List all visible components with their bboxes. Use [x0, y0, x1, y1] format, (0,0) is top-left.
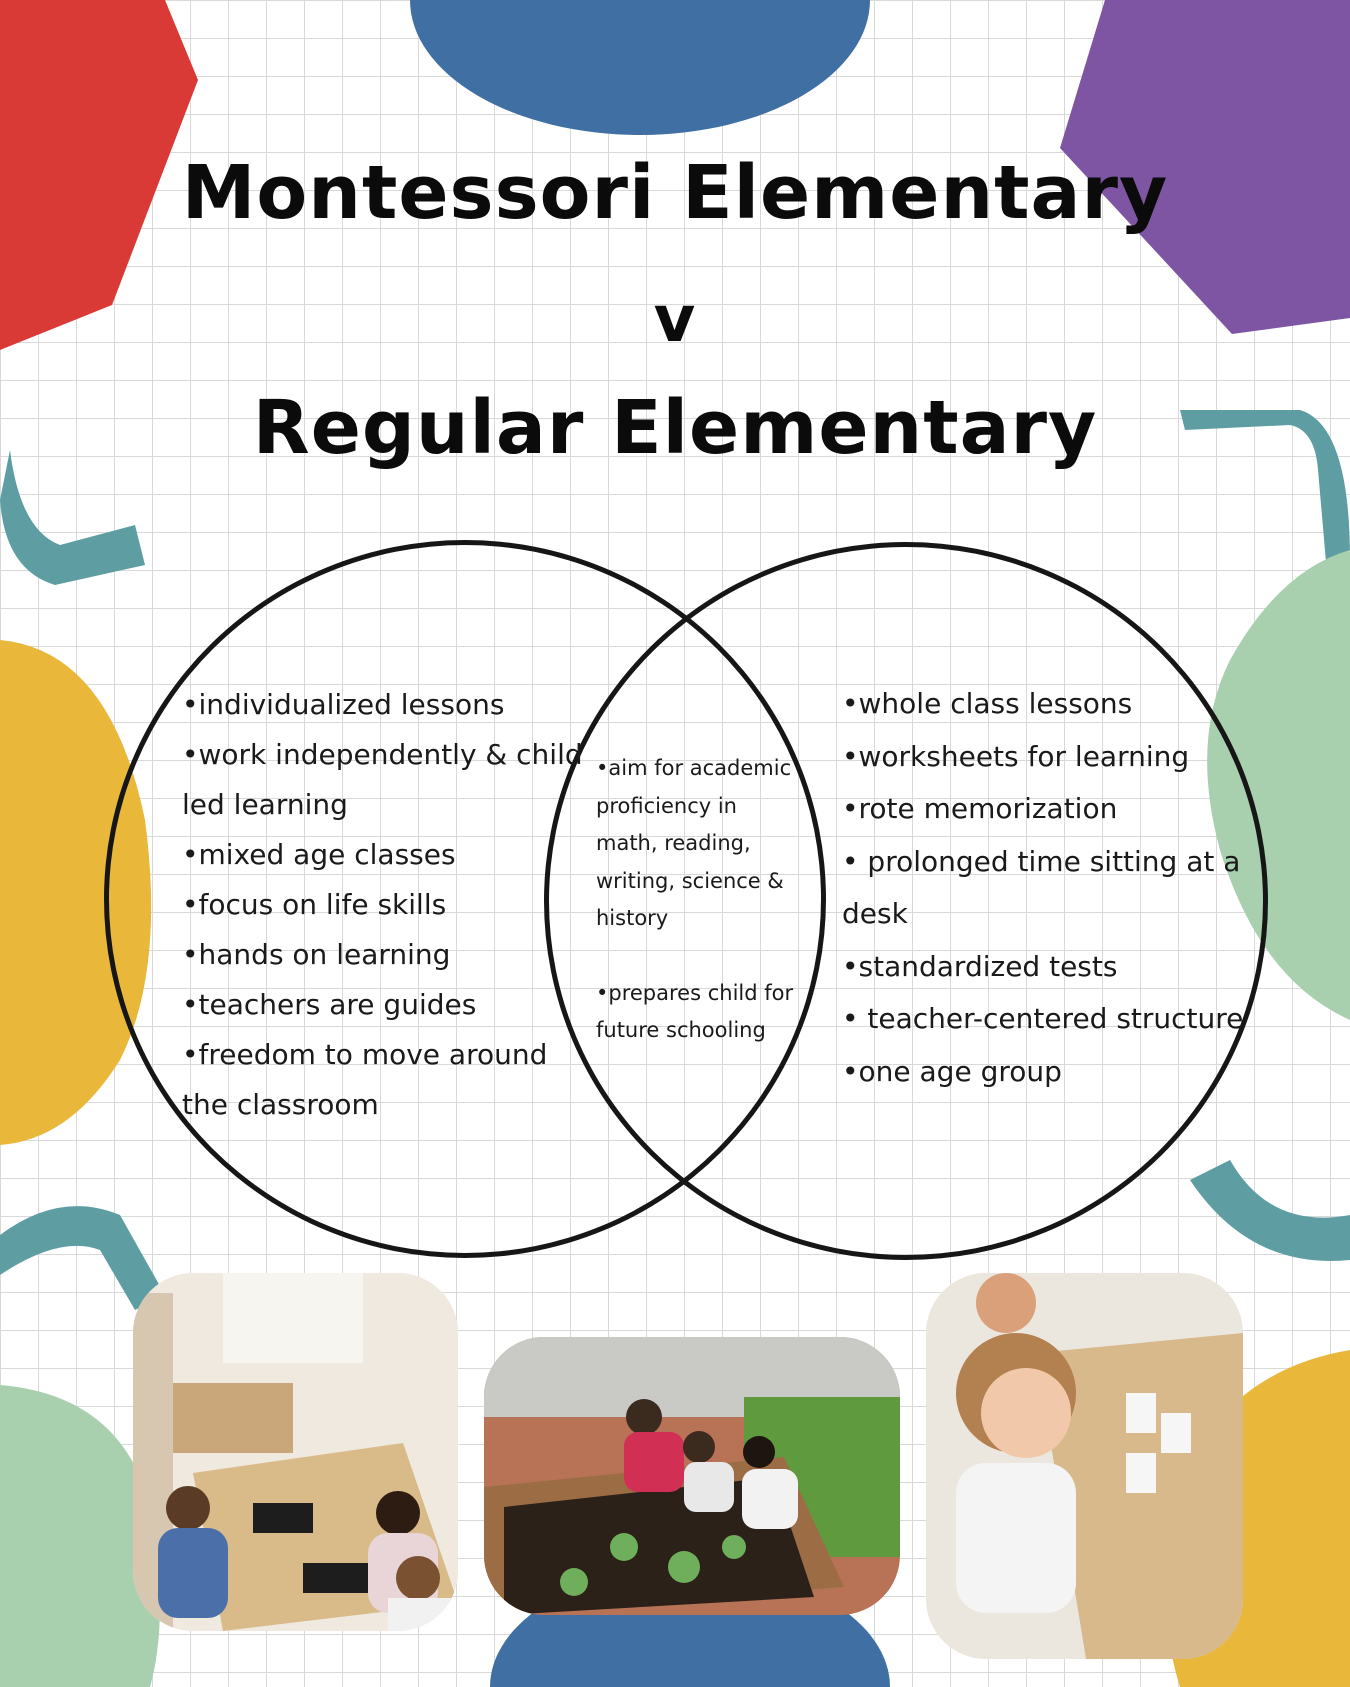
regular-item: •worksheets for learning: [842, 739, 1190, 773]
title-line-3: Regular Elementary: [252, 385, 1098, 471]
regular-list: [842, 678, 1262, 1098]
shared-list: [596, 750, 796, 1050]
montessori-item: •mixed age classes: [182, 838, 456, 871]
garden-bed-photo: [484, 1337, 900, 1615]
regular-item: •rote memorization: [842, 792, 1118, 825]
shared-item: •aim for academic proficiency in math, reading, writing, science & history: [596, 756, 792, 930]
blue-paper-shape: [380, 0, 900, 140]
montessori-item: •freedom to move around the classroom: [182, 1038, 548, 1121]
classroom-table-photo: [133, 1273, 458, 1631]
title-line-1: Montessori Elementary: [181, 150, 1169, 236]
montessori-list: [182, 680, 592, 1130]
regular-item: •whole class lessons: [842, 687, 1133, 720]
montessori-item: •individualized lessons: [182, 688, 505, 721]
montessori-item: •work independently & child led learning: [182, 738, 583, 821]
teal-hook-right-bottom: [1190, 1160, 1350, 1270]
shared-item: •prepares child for future schooling: [596, 980, 794, 1042]
title-line-2: v: [653, 283, 697, 357]
montessori-item: •focus on life skills: [182, 888, 447, 921]
regular-item: •one age group: [842, 1054, 1062, 1088]
child-work-photo: [926, 1273, 1243, 1659]
montessori-item: •teachers are guides: [182, 988, 477, 1021]
regular-item: •standardized tests: [842, 949, 1118, 983]
montessori-item: •hands on learning: [182, 938, 451, 971]
regular-item: • teacher-centered structure: [842, 1002, 1244, 1035]
regular-item: • prolonged time sitting at a desk: [842, 844, 1241, 930]
